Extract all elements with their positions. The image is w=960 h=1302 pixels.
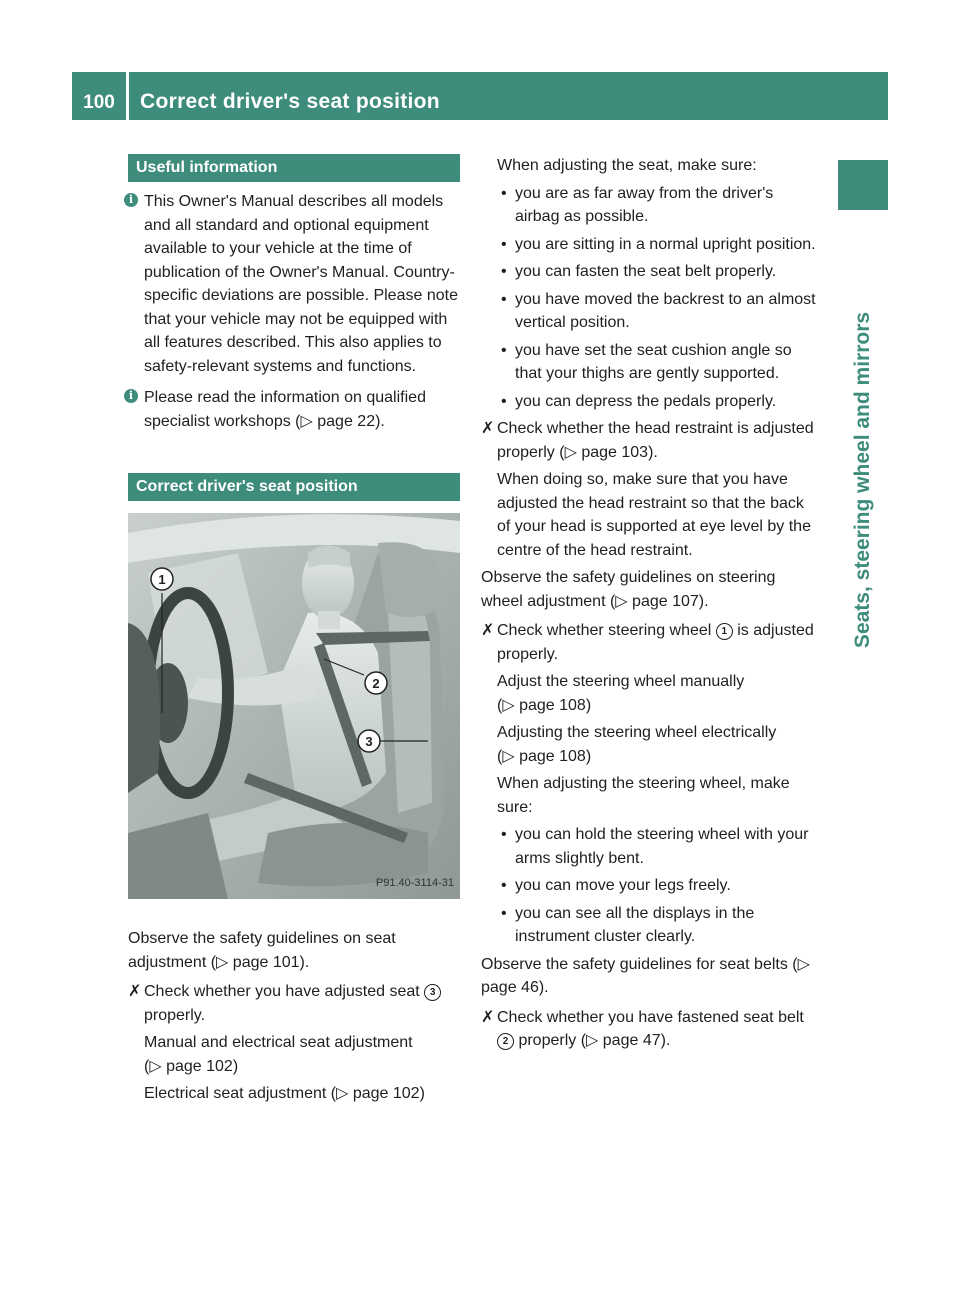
callout-2-label: 2 <box>372 676 380 691</box>
info-text: Please read the information on qualified specialist workshops (▷ page 22). <box>144 389 426 430</box>
info-icon: i <box>124 193 138 207</box>
chapter-side-label <box>838 220 888 740</box>
callout-2 <box>365 672 387 694</box>
callout-ref-2: 2 <box>497 1033 514 1050</box>
manual-adjustment-ref <box>128 1031 460 1078</box>
list-item: • you can move your legs freely. <box>481 874 817 898</box>
step-check-head-restraint <box>481 417 817 464</box>
useful-info-heading: Useful information <box>128 154 460 182</box>
head-restraint-note: When doing so, make sure that you have adjusted the head restraint so that the back of your head is supported at eye level by the centre of the head restraint. <box>497 471 811 559</box>
neck <box>318 611 340 629</box>
step-check-steering-wheel <box>481 619 817 666</box>
step-check-seat <box>128 980 460 1027</box>
observe-steering-guidelines: Observe the safety guidelines on steering wheel adjustment (▷ page 107). <box>481 569 776 610</box>
callout-1 <box>151 568 173 590</box>
steering-electric-ref <box>481 721 817 768</box>
list-item: • you are sitting in a normal upright position. <box>481 233 817 257</box>
steering-manual-line2: (▷ page 108) <box>497 696 592 714</box>
list-item: • you have moved the backrest to an almost vertical position. <box>481 288 817 335</box>
list-item: • you can see all the displays in the instrument cluster clearly. <box>481 902 817 949</box>
steering-manual-line1: Adjust the steering wheel manually <box>497 673 745 690</box>
step-check-seat-belt <box>481 1006 817 1053</box>
step-steering-text-pre: Check whether steering wheel <box>497 622 712 639</box>
chapter-tab-marker <box>838 160 888 210</box>
step-seat-text-post: properly. <box>144 1006 206 1024</box>
step-arrow-icon: ✗ <box>481 1008 495 1026</box>
manual-adjustment-line2: (▷ page 102) <box>144 1057 239 1075</box>
left-column <box>128 154 460 1110</box>
step-arrow-icon: ✗ <box>481 622 495 639</box>
list-item: • you are as far away from the driver's airbag as possible. <box>481 182 817 229</box>
when-adjusting-steering: When adjusting the steering wheel, make sure: <box>497 775 790 816</box>
chapter-side-label-text: Seats, steering wheel and mirrors <box>851 311 874 649</box>
callout-3-label: 3 <box>365 734 373 749</box>
figure-code: P91.40-3114-31 <box>375 876 454 889</box>
info-icon: i <box>124 389 138 403</box>
steering-electric-line2: (▷ page 108) <box>497 747 592 765</box>
page-number: 100 <box>83 92 115 113</box>
step-arrow-icon: ✗ <box>128 983 142 1000</box>
observe-seat-guidelines: Observe the safety guidelines on seat adjustment (▷ page 101). <box>128 930 396 971</box>
when-adjusting-seat: When adjusting the seat, make sure: <box>497 157 757 174</box>
list-item: • you can fasten the seat belt properly. <box>481 260 817 284</box>
observe-belt-guidelines: Observe the safety guidelines for seat belts (▷ page 46). <box>481 955 810 996</box>
callout-3 <box>358 730 380 752</box>
list-item: • you can hold the steering wheel with your arms slightly bent. <box>481 823 817 870</box>
steering-electric-line1: Adjusting the steering wheel electrically <box>497 724 777 741</box>
driver-seat-image <box>128 513 460 899</box>
step-belt-text-post: properly (▷ page 47). <box>518 1032 671 1049</box>
callout-ref-3: 3 <box>424 984 441 1001</box>
driver-seat-illustration <box>128 513 460 899</box>
steering-manual-ref <box>481 670 817 717</box>
step-belt-text-pre: Check whether you have fastened seat belt <box>497 1008 804 1026</box>
list-item: • you can depress the pedals properly. <box>481 390 817 414</box>
header-divider <box>126 72 129 120</box>
step-steering-text-post: is adjusted properly. <box>497 622 814 663</box>
info-paragraph <box>128 190 460 378</box>
seat-position-heading: Correct driver's seat position <box>128 473 460 501</box>
callout-ref-1: 1 <box>716 623 733 640</box>
electrical-adjustment-ref: Electrical seat adjustment (▷ page 102) <box>144 1085 425 1102</box>
step-arrow-icon: ✗ <box>481 420 495 437</box>
callout-1-label: 1 <box>158 572 166 587</box>
list-item: • you have set the seat cushion angle so that your thighs are gently supported. <box>481 339 817 386</box>
page-title: Correct driver's seat position <box>140 90 440 113</box>
manual-adjustment-line1: Manual and electrical seat adjustment <box>144 1034 413 1051</box>
info-paragraph <box>128 386 460 433</box>
right-column <box>481 154 817 1057</box>
info-text: This Owner's Manual describes all models and all standard and optional equipment available to your vehicle at the time of publication of the Owner's Manual. Country-specific deviations are possible. Please note that your vehicle may not be equipped with all features described. This also applies to safety-relevant systems and functions. <box>144 193 458 375</box>
step-head-restraint-text: Check whether the head restraint is adjusted properly (▷ page 103). <box>497 420 814 461</box>
step-seat-text-pre: Check whether you have adjusted seat <box>144 983 420 1000</box>
